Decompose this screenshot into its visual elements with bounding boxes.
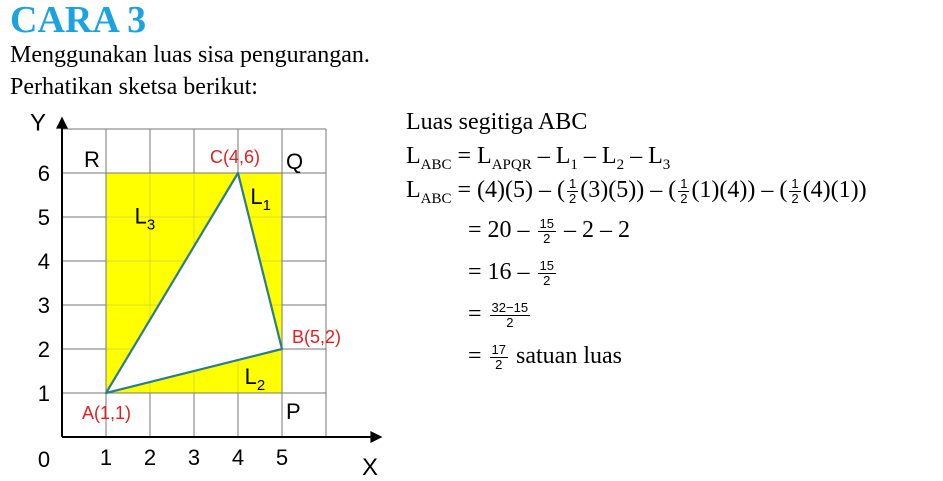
coordinate-diagram [0,105,400,481]
equation-line-4: = 16 – $\frac{15}{2}$ [468,257,555,288]
y-tick-label: 6 [37,161,50,186]
equation-line-5: = $\frac{32-15}{2}$ [468,299,529,330]
point-label-c: C(4,6) [210,147,261,167]
axis-x-label: X [361,454,379,481]
x-tick-label: 4 [231,445,245,470]
fraction: $\frac{17}{2}$ [491,341,507,372]
y-tick-label: 4 [37,249,50,274]
fraction-half: $\frac{1}{2}$ [680,175,688,206]
point-label-a: A(1,1) [82,403,132,423]
y-tick-label: 2 [37,337,50,362]
equation-line-1: $L_{ABC} = L_{APQR} - L_1 - L_2 - L_3$ [406,143,671,173]
equation-line-6: = $\frac{17}{2}$ satuan luas [468,341,622,372]
y-tick-label: 3 [37,293,50,318]
y-axis-arrow-icon [56,117,68,129]
corner-label-q: Q [286,149,304,174]
point-label-b: B(5,2) [292,327,342,347]
x-tick-label: 3 [187,445,201,470]
fraction-half: $\frac{1}{2}$ [791,175,799,206]
work-heading: Luas segitiga ABC [406,109,588,135]
axis-y-label: Y [29,109,47,137]
corner-label-r: R [84,147,100,172]
x-tick-label: 1 [99,445,113,470]
y-tick-label: 1 [37,381,50,406]
intro-line-1: Menggunakan luas sisa pengurangan. [10,42,370,68]
corner-label-p: P [286,399,301,424]
region-label-l2: $L_2$ [244,364,266,395]
region-label-l1: $L_1$ [250,183,271,214]
x-tick-label: 2 [143,445,157,470]
equation-line-3: = 20 – $\frac{15}{2}$ – 2 – 2 [468,215,631,246]
y-tick-label: 5 [37,205,50,230]
x-tick-label: 5 [275,445,289,470]
fraction: $\frac{32-15}{2}$ [491,299,529,330]
equation-line-2: $L_{ABC} = (4)(5)$ – ( $\frac{1}{2}$ (3)(5)) – ( $\frac{1}{2}$ (1)(4)) – ( $\frac{1}{2}$ (4)(1)) [406,175,867,207]
fraction: $\frac{15}{2}$ [539,257,555,288]
fraction-half: $\frac{1}{2}$ [569,175,577,206]
x-axis-arrow-icon [370,431,382,443]
intro-line-2: Perhatikan sketsa berikut: [10,74,258,100]
origin-label: 0 [37,447,51,472]
region-label-l3: $L_3$ [134,203,156,234]
page-title: CARA 3 [10,0,147,41]
fraction: $\frac{15}{2}$ [539,215,555,246]
